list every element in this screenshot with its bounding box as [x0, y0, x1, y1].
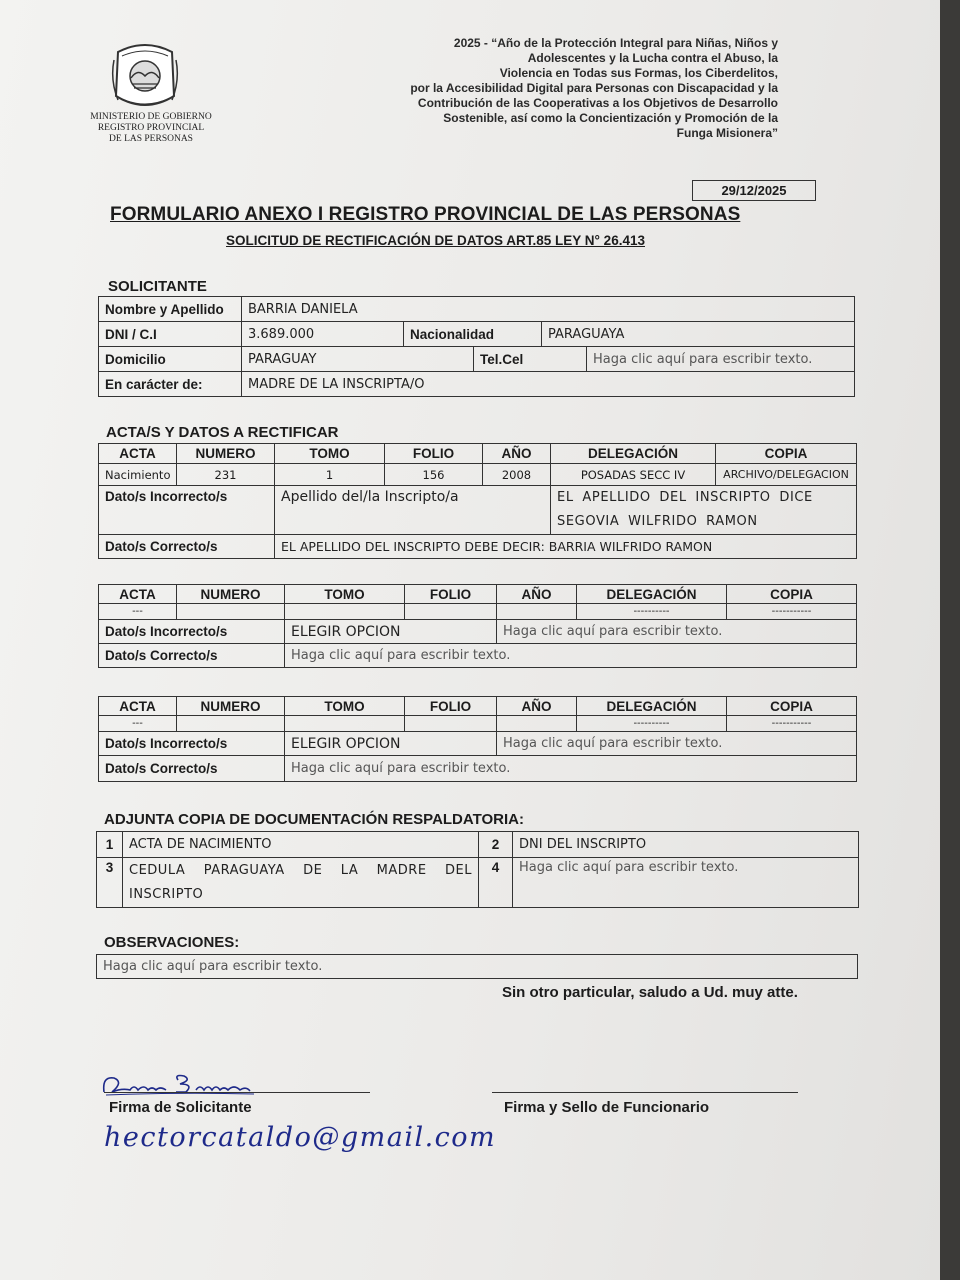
motto-line: por la Accesibilidad Digital para Personas con Discapacidad y la [410, 81, 778, 95]
adjunta-item-field[interactable]: Haga clic aquí para escribir texto. [513, 858, 859, 908]
incorrecto-texto-field[interactable]: Haga clic aquí para escribir texto. [497, 732, 857, 756]
adjunta-num: 4 [479, 858, 513, 908]
correcto-field[interactable]: Haga clic aquí para escribir texto. [285, 756, 857, 782]
handwritten-signature [100, 1072, 260, 1098]
ministry-line: MINISTERIO DE GOBIERNO [90, 112, 212, 122]
adjunta-item-field[interactable]: DNI DEL INSCRIPTO [513, 832, 859, 858]
actas-heading: ACTA/S Y DATOS A RECTIFICAR [106, 424, 339, 441]
solicitante-signature-label: Firma de Solicitante [109, 1099, 252, 1116]
copia-field[interactable]: ARCHIVO/DELEGACION [716, 464, 857, 486]
col-folio: FOLIO [385, 444, 483, 464]
tel-label: Tel.Cel [474, 347, 587, 372]
col-numero: NUMERO [177, 444, 275, 464]
correcto-label: Dato/s Correcto/s [99, 535, 275, 559]
folio-field[interactable] [405, 716, 497, 732]
copia-field[interactable]: ----------- [727, 604, 857, 620]
ministry-line: REGISTRO PROVINCIAL [97, 123, 205, 133]
acta-type-field[interactable]: --- [99, 604, 177, 620]
form-subtitle: SOLICITUD DE RECTIFICACIÓN DE DATOS ART.85 LEY N° 26.413 [226, 233, 645, 248]
funcionario-signature-line [492, 1092, 798, 1093]
delegacion-field[interactable]: ---------- [577, 716, 727, 732]
col-anio: AÑO [483, 444, 551, 464]
col-anio: AÑO [497, 697, 577, 716]
copia-field[interactable]: ----------- [727, 716, 857, 732]
incorrecto-label: Dato/s Incorrecto/s [99, 486, 275, 535]
incorrecto-texto-field[interactable]: EL APELLIDO DEL INSCRIPTO DICE SEGOVIA WILFRIDO RAMON [551, 486, 857, 535]
adjunta-table [96, 831, 859, 908]
delegacion-field[interactable]: ---------- [577, 604, 727, 620]
date-field[interactable]: 29/12/2025 [692, 180, 816, 201]
acta-table-1 [98, 443, 857, 559]
correcto-label: Dato/s Correcto/s [99, 756, 285, 782]
col-folio: FOLIO [405, 585, 497, 604]
col-tomo: TOMO [285, 585, 405, 604]
incorrecto-tipo-select[interactable]: ELEGIR OPCION [285, 732, 497, 756]
adjunta-num: 3 [97, 858, 123, 908]
correcto-field[interactable]: Haga clic aquí para escribir texto. [285, 644, 857, 668]
ministry-line: DE LAS PERSONAS [109, 134, 193, 144]
year-motto [370, 36, 778, 141]
col-delegacion: DELEGACIÓN [577, 585, 727, 604]
correcto-field[interactable]: EL APELLIDO DEL INSCRIPTO DEBE DECIR: BARRIA WILFRIDO RAMON [275, 535, 857, 559]
incorrecto-label: Dato/s Incorrecto/s [99, 620, 285, 644]
funcionario-signature-label: Firma y Sello de Funcionario [504, 1099, 710, 1116]
adjunta-num: 1 [97, 832, 123, 858]
col-tomo: TOMO [285, 697, 405, 716]
col-copia: COPIA [727, 697, 857, 716]
motto-line: 2025 - “Año de la Protección Integral para Niñas, Niños y [453, 36, 778, 50]
tomo-field[interactable] [285, 716, 405, 732]
col-delegacion: DELEGACIÓN [577, 697, 727, 716]
incorrecto-label: Dato/s Incorrecto/s [99, 732, 285, 756]
incorrecto-tipo-select[interactable]: ELEGIR OPCION [285, 620, 497, 644]
col-delegacion: DELEGACIÓN [551, 444, 716, 464]
delegacion-field[interactable]: POSADAS SECC IV [551, 464, 716, 486]
adjunta-num: 2 [479, 832, 513, 858]
acta-type-field[interactable]: Nacimiento [99, 464, 177, 486]
caracter-field[interactable]: MADRE DE LA INSCRIPTA/O [242, 372, 855, 397]
col-copia: COPIA [716, 444, 857, 464]
col-acta: ACTA [99, 585, 177, 604]
nombre-field[interactable]: BARRIA DANIELA [242, 297, 855, 322]
nacionalidad-field[interactable]: PARAGUAYA [542, 322, 855, 347]
nombre-label: Nombre y Apellido [99, 297, 242, 322]
acta-table-2 [98, 584, 857, 668]
anio-field[interactable] [497, 604, 577, 620]
solicitante-heading: SOLICITANTE [108, 278, 207, 295]
folio-field[interactable]: 156 [385, 464, 483, 486]
handwritten-email: hectorcataldo@gmail.com [104, 1122, 497, 1153]
observaciones-field[interactable]: Haga clic aquí para escribir texto. [97, 955, 858, 979]
anio-field[interactable] [497, 716, 577, 732]
tel-field[interactable]: Haga clic aquí para escribir texto. [587, 347, 855, 372]
incorrecto-tipo-select[interactable]: Apellido del/la Inscripto/a [275, 486, 551, 535]
col-acta: ACTA [99, 444, 177, 464]
acta-table-3 [98, 696, 857, 782]
dni-field[interactable]: 3.689.000 [242, 322, 404, 347]
solicitante-table [98, 296, 855, 397]
adjunta-heading: ADJUNTA COPIA DE DOCUMENTACIÓN RESPALDATORIA: [104, 811, 524, 828]
motto-line: Contribución de las Cooperativas a los Objetivos de Desarrollo [417, 96, 778, 110]
domicilio-label: Domicilio [99, 347, 242, 372]
incorrecto-texto-field[interactable]: Haga clic aquí para escribir texto. [497, 620, 857, 644]
motto-line: Violencia en Todas sus Formas, los Ciberdelitos, [499, 66, 778, 80]
numero-field[interactable] [177, 604, 285, 620]
acta-type-field[interactable]: --- [99, 716, 177, 732]
nacionalidad-label: Nacionalidad [404, 322, 542, 347]
tomo-field[interactable] [285, 604, 405, 620]
ministry-caption [86, 112, 216, 145]
dni-label: DNI / C.I [99, 322, 242, 347]
form-title: FORMULARIO ANEXO I REGISTRO PROVINCIAL DE LAS PERSONAS [110, 204, 741, 225]
closing-text: Sin otro particular, saludo a Ud. muy atte. [502, 984, 798, 1001]
adjunta-item-field[interactable]: ACTA DE NACIMIENTO [123, 832, 479, 858]
caracter-label: En carácter de: [99, 372, 242, 397]
solicitante-signature-line [104, 1092, 370, 1093]
col-tomo: TOMO [275, 444, 385, 464]
col-copia: COPIA [727, 585, 857, 604]
observaciones-table [96, 954, 858, 979]
numero-field[interactable]: 231 [177, 464, 275, 486]
col-folio: FOLIO [405, 697, 497, 716]
adjunta-item-field[interactable]: CEDULA PARAGUAYA DE LA MADRE DEL INSCRIPTO [123, 858, 479, 908]
correcto-label: Dato/s Correcto/s [99, 644, 285, 668]
folio-field[interactable] [405, 604, 497, 620]
col-anio: AÑO [497, 585, 577, 604]
observaciones-heading: OBSERVACIONES: [104, 934, 240, 951]
anio-field[interactable]: 2008 [483, 464, 551, 486]
motto-line: Sostenible, así como la Concientización y Promoción de la [443, 111, 778, 125]
col-numero: NUMERO [177, 585, 285, 604]
numero-field[interactable] [177, 716, 285, 732]
tomo-field[interactable]: 1 [275, 464, 385, 486]
col-acta: ACTA [99, 697, 177, 716]
domicilio-field[interactable]: PARAGUAY [242, 347, 474, 372]
provincial-seal-icon [108, 40, 182, 114]
col-numero: NUMERO [177, 697, 285, 716]
motto-line: Funga Misionera” [676, 126, 778, 140]
motto-line: Adolescentes y la Lucha contra el Abuso, la [527, 51, 778, 65]
